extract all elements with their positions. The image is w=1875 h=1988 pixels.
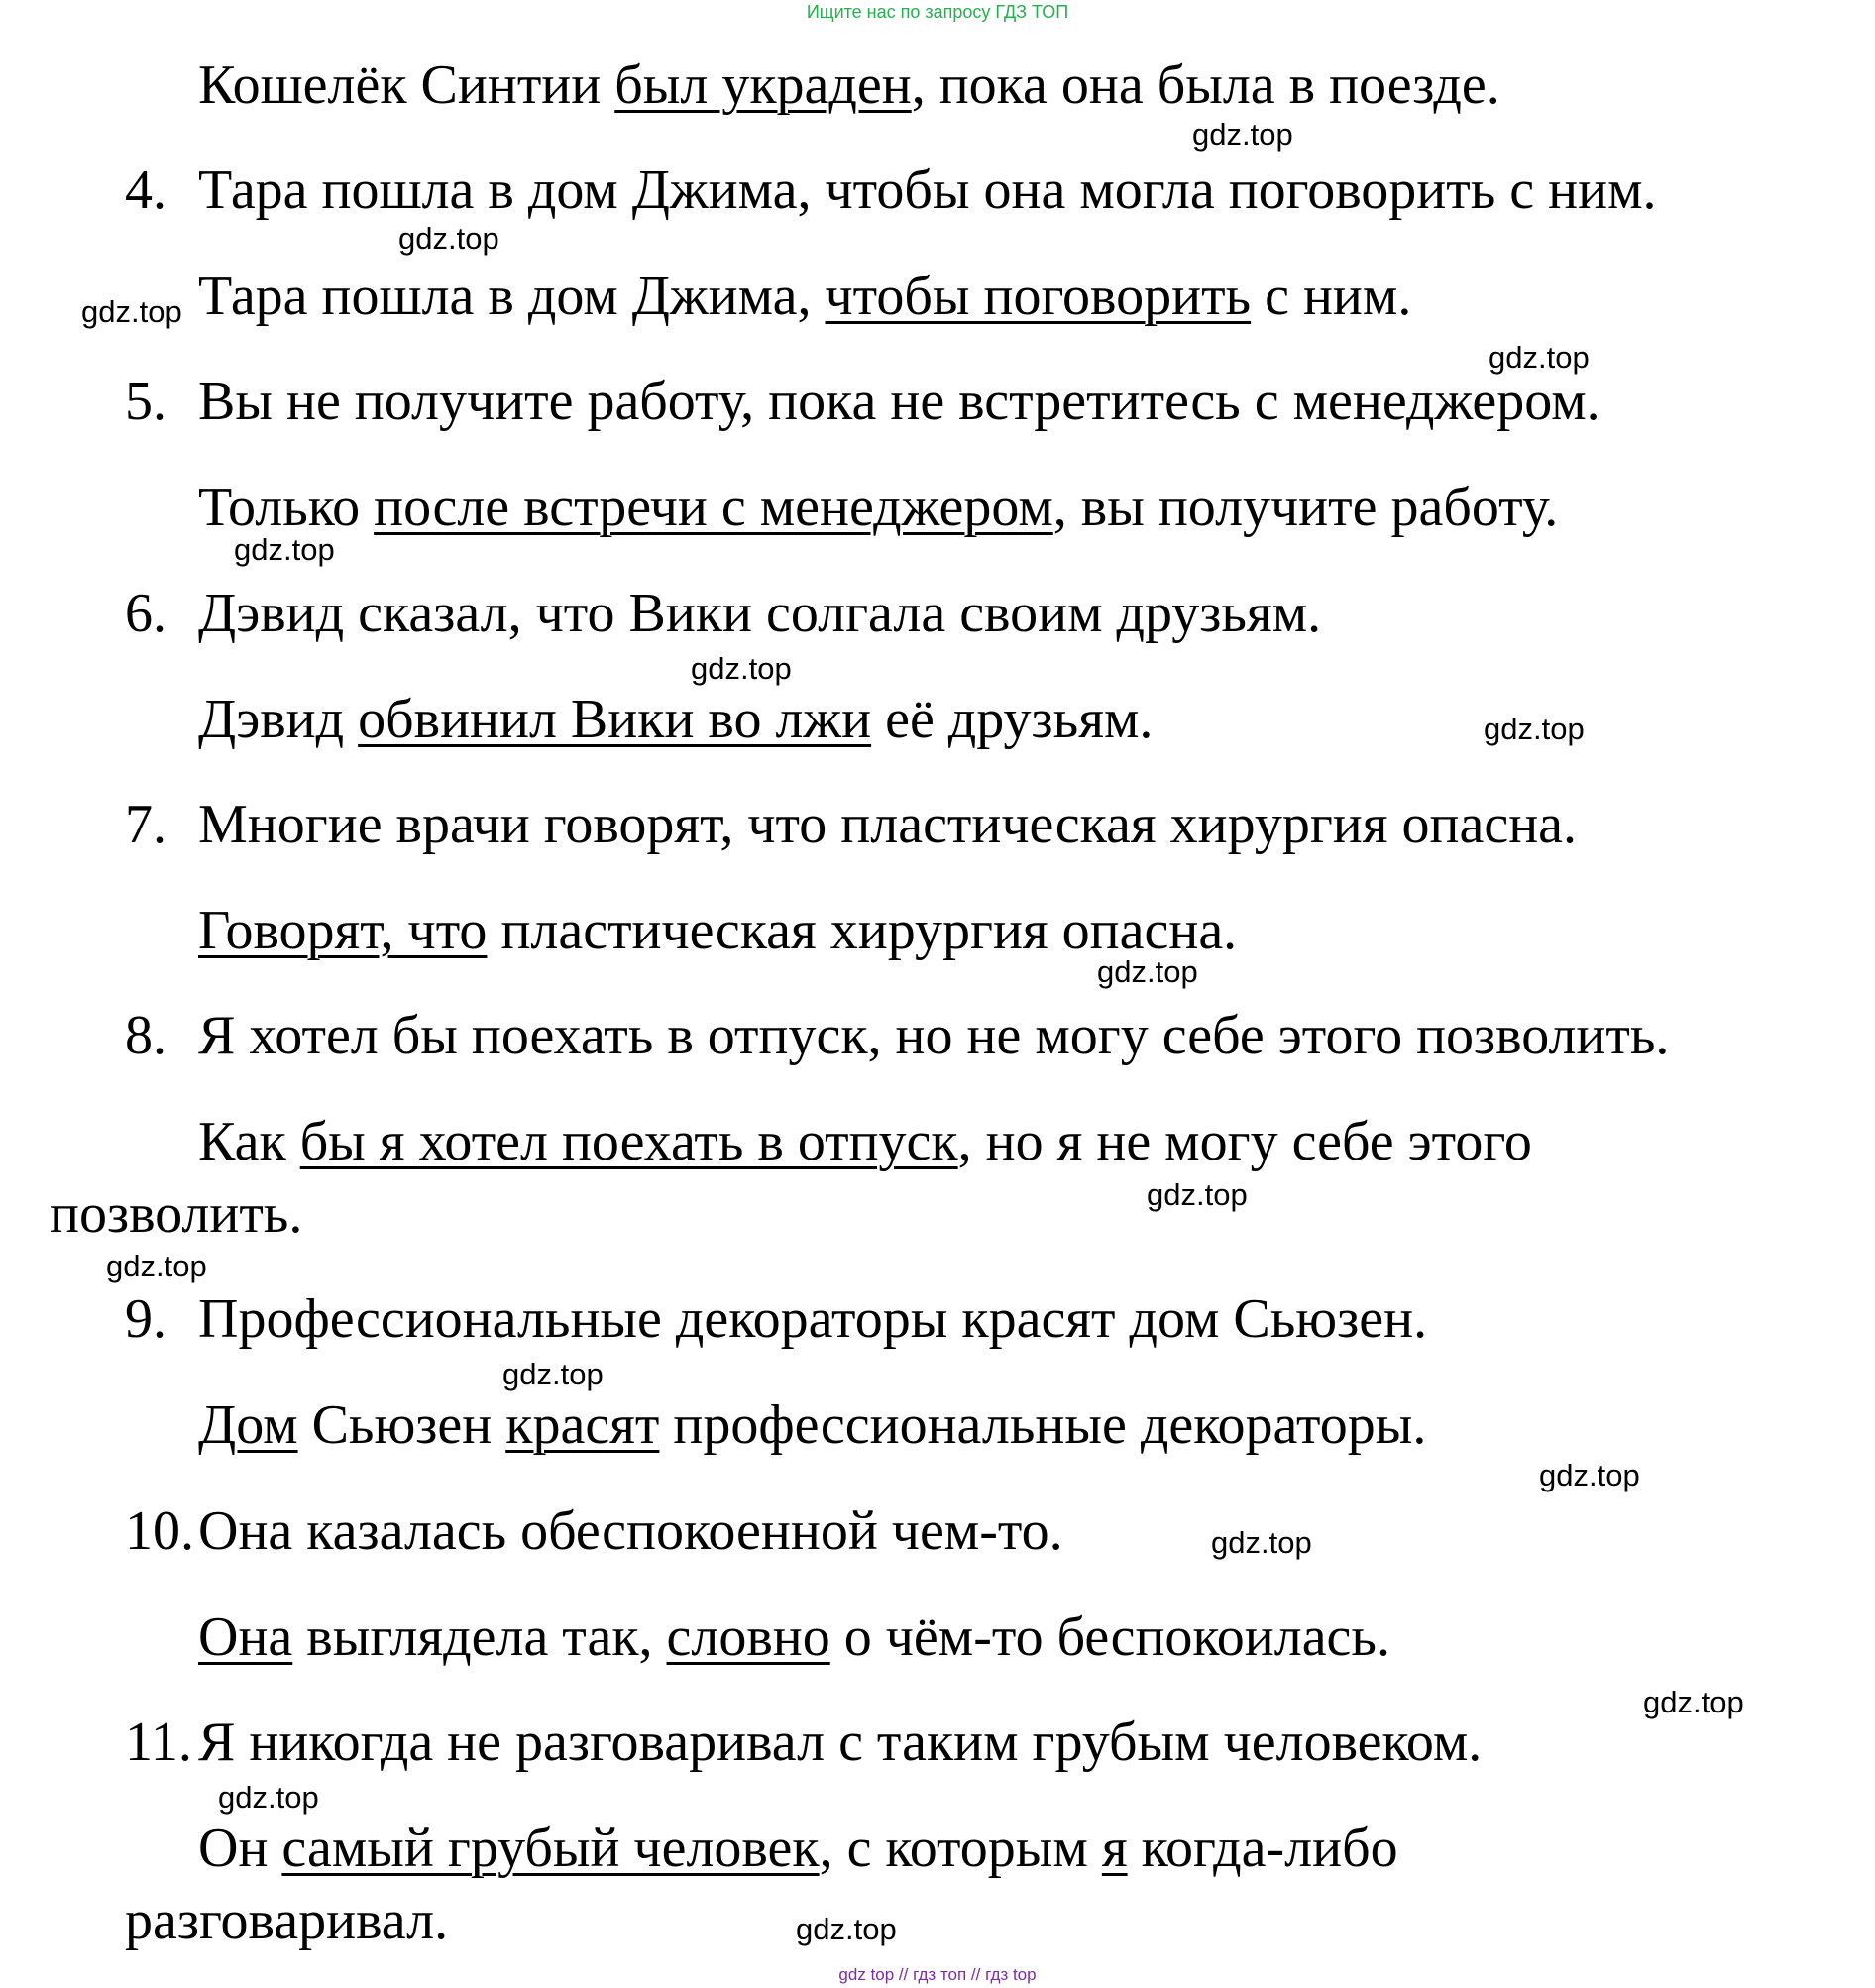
- prompt-10: Она казалась обеспокоенной чем-то.: [198, 1500, 1063, 1562]
- answer-8-continuation: позволить.: [50, 1183, 303, 1245]
- sentence-fragment: Только: [198, 477, 375, 538]
- item-number-7: 7.: [125, 794, 166, 855]
- prompt-9: Профессиональные декораторы красят дом Сьюзен.: [198, 1288, 1428, 1350]
- sentence-fragment: профессиональные декораторы.: [659, 1394, 1427, 1456]
- underlined-phrase: Говорят, что: [198, 900, 488, 961]
- sentence-fragment: Дэвид: [198, 689, 359, 750]
- item-number-8: 8.: [125, 1005, 166, 1066]
- item-number-9: 9.: [125, 1288, 166, 1350]
- sentence-fragment: , но я не могу себе этого: [957, 1111, 1532, 1172]
- underlined-phrase: был украден: [614, 55, 912, 116]
- prompt-7: Многие врачи говорят, что пластическая хирургия опасна.: [198, 794, 1578, 855]
- watermark: gdz.top: [1147, 1177, 1248, 1212]
- watermark: gdz.top: [1489, 340, 1590, 375]
- underlined-phrase: Она: [198, 1606, 293, 1668]
- answer-7: [198, 900, 1238, 961]
- watermark: gdz.top: [398, 221, 499, 256]
- watermark: gdz.top: [234, 532, 335, 567]
- sentence-fragment: Тара пошла в дом Джима,: [198, 266, 826, 327]
- answer-4: [198, 266, 1412, 327]
- footer-watermark: gdz top // гдз топ // гдз top: [838, 1965, 1037, 1984]
- watermark: gdz.top: [1484, 712, 1585, 746]
- prompt-5: Вы не получите работу, пока не встретитесь с менеджером.: [198, 371, 1600, 432]
- sentence-fragment: пластическая хирургия опасна.: [487, 900, 1238, 961]
- answer-3: [198, 55, 1500, 116]
- watermark: gdz.top: [218, 1780, 319, 1815]
- answer-5: [198, 477, 1559, 538]
- sentence-fragment: выглядела так,: [292, 1606, 667, 1668]
- answer-10: [198, 1606, 1390, 1668]
- answer-11: [198, 1818, 1398, 1879]
- item-number-5: 5.: [125, 371, 166, 432]
- sentence-fragment: Кошелёк Синтии: [198, 55, 615, 116]
- answer-8: [198, 1111, 1532, 1172]
- watermark: gdz.top: [1192, 117, 1293, 152]
- watermark: gdz.top: [81, 294, 182, 329]
- sentence-fragment: Он: [198, 1818, 282, 1879]
- item-number-11: 11.: [125, 1712, 192, 1773]
- watermark: gdz.top: [796, 1912, 897, 1946]
- search-banner: Ищите нас по запросу ГДЗ ТОП: [806, 2, 1069, 22]
- item-number-4: 4.: [125, 160, 166, 221]
- answer-6: [198, 689, 1154, 750]
- underlined-phrase: обвинил Вики во лжи: [358, 689, 872, 750]
- watermark: gdz.top: [1539, 1458, 1640, 1492]
- watermark: gdz.top: [106, 1249, 207, 1283]
- sentence-fragment: её друзьям.: [871, 689, 1154, 750]
- sentence-fragment: с ним.: [1251, 266, 1412, 327]
- answer-11-continuation: разговаривал.: [125, 1890, 449, 1951]
- sentence-fragment: о чём-то беспокоилась.: [829, 1606, 1390, 1668]
- underlined-phrase: после встречи с менеджером: [374, 477, 1053, 538]
- watermark: gdz.top: [691, 651, 792, 686]
- underlined-phrase: самый грубый человек: [281, 1818, 820, 1879]
- underlined-phrase: словно: [666, 1606, 830, 1668]
- sentence-fragment: Сьюзен: [297, 1394, 506, 1456]
- sentence-fragment: Как: [198, 1111, 300, 1172]
- underlined-phrase: красят: [505, 1394, 660, 1456]
- answer-9: [198, 1394, 1427, 1456]
- sentence-fragment: , с которым: [819, 1818, 1102, 1879]
- prompt-11: Я никогда не разговаривал с таким грубым человеком.: [198, 1712, 1483, 1773]
- prompt-4: Тара пошла в дом Джима, чтобы она могла поговорить с ним.: [198, 160, 1657, 221]
- underlined-phrase: бы я хотел поехать в отпуск: [299, 1111, 958, 1172]
- watermark: gdz.top: [1643, 1685, 1744, 1719]
- sentence-fragment: когда-либо: [1127, 1818, 1398, 1879]
- prompt-6: Дэвид сказал, что Вики солгала своим друзьям.: [198, 583, 1322, 644]
- underlined-phrase: я: [1101, 1818, 1128, 1879]
- item-number-10: 10.: [125, 1500, 194, 1562]
- watermark: gdz.top: [502, 1357, 604, 1391]
- prompt-8: Я хотел бы поехать в отпуск, но не могу себе этого позволить.: [198, 1005, 1670, 1066]
- watermark: gdz.top: [1097, 954, 1198, 989]
- item-number-6: 6.: [125, 583, 166, 644]
- sentence-fragment: , вы получите работу.: [1052, 477, 1559, 538]
- sentence-fragment: , пока она была в поезде.: [911, 55, 1500, 116]
- underlined-phrase: чтобы поговорить: [825, 266, 1252, 327]
- underlined-phrase: Дом: [198, 1394, 298, 1456]
- watermark: gdz.top: [1211, 1525, 1312, 1560]
